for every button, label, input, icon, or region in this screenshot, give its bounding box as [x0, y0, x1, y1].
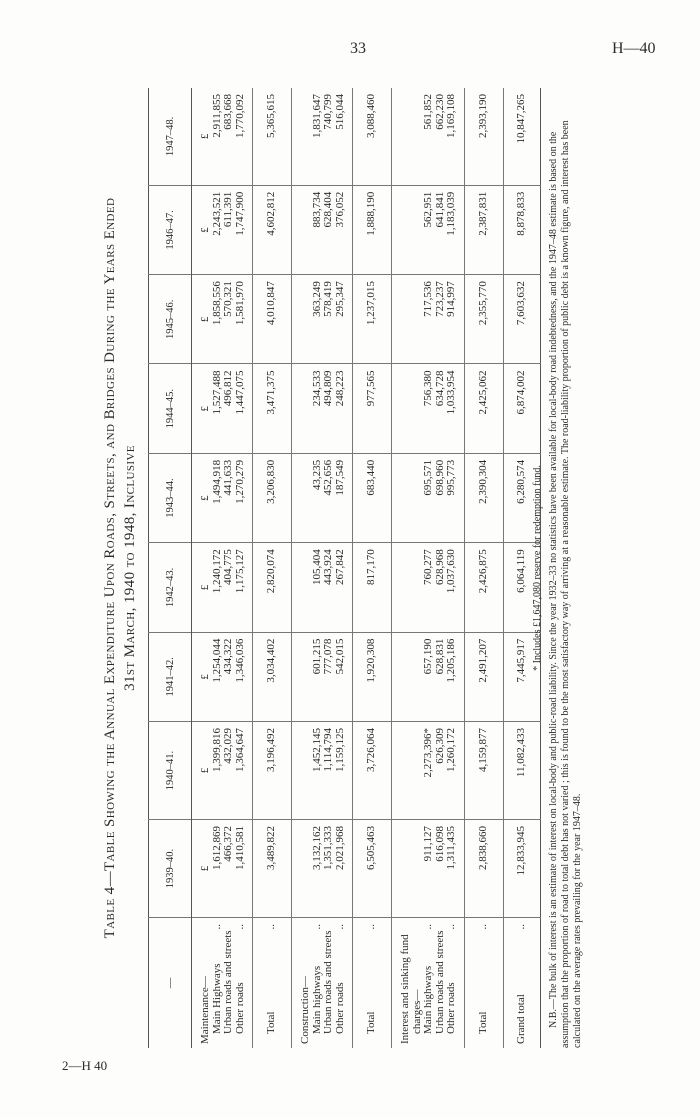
footnote: * Includes £1,647,080 reserve for redemption fund.: [532, 465, 543, 671]
total-cell: [464, 88, 503, 185]
currency-symbol: £: [199, 767, 211, 774]
col-header: 1947–48.: [149, 88, 192, 185]
cell-value: 452,656: [322, 459, 334, 496]
total-value: 3,034,402: [265, 638, 278, 683]
total-value: 4,602,812: [265, 191, 278, 236]
total-cell: [253, 275, 292, 364]
row-label: Other roads: [233, 982, 246, 1034]
grand-total-value: 12,833,945: [514, 826, 527, 876]
cell-value: 1,494,918: [210, 459, 223, 504]
interest-total-row: [464, 88, 503, 1048]
cell-value: 1,410,581: [233, 826, 246, 870]
value-cell: [392, 88, 465, 185]
title-line-1: Table 4—Table Showing the Annual Expenditure Upon Roads, Streets, and Bridges During the Years Ended: [102, 197, 118, 939]
section-heading: Interest and sinking fund: [399, 934, 411, 1044]
cell-value: 2,273,396*: [422, 728, 434, 778]
value-cell: [392, 632, 465, 721]
cell-value: 1,114,794: [322, 728, 334, 772]
total-cell: [353, 632, 392, 721]
value-cell: [192, 632, 253, 721]
grand-total-value: 7,603,632: [514, 281, 527, 326]
cell-value: 248,223: [333, 370, 346, 407]
table-title: [100, 88, 140, 1048]
total-value: 2,820,074: [265, 549, 278, 594]
cell-value: 611,391: [222, 191, 234, 228]
value-cell: [192, 820, 253, 918]
col-header: 1941–42.: [149, 632, 192, 721]
cell-value: 432,029: [222, 728, 234, 764]
value-cell: [292, 632, 353, 721]
title-line-2: 31st March, 1940 to 1948, Inclusive: [122, 445, 138, 691]
total-cell: [464, 632, 503, 721]
total-cell: [353, 820, 392, 918]
cell-value: 295,347: [333, 281, 346, 317]
total-cell: [253, 185, 292, 274]
cell-value: 561,852: [422, 94, 434, 130]
grand-total-value: 6,064,119: [514, 549, 527, 593]
total-value: 1,888,190: [365, 191, 378, 236]
currency-symbol: £: [199, 227, 211, 233]
cell-value: 43,235: [310, 459, 323, 491]
cell-value: 1,452,145: [310, 728, 323, 772]
cell-value: 662,230: [433, 94, 446, 130]
cell-value: 434,322: [222, 638, 234, 675]
cell-value: 760,277: [422, 549, 434, 585]
value-cell: [292, 543, 353, 632]
total-cell: [253, 722, 292, 820]
cell-value: 628,968: [433, 549, 446, 585]
cell-value: 516,044: [333, 94, 346, 130]
cell-value: 1,831,647: [310, 94, 323, 138]
total-cell: [253, 820, 292, 918]
cell-value: 3,132,162: [310, 826, 323, 870]
col-header: 1939–40.: [149, 820, 192, 918]
grand-total-value: 7,445,917: [514, 638, 527, 683]
section-heading: Construction—: [299, 976, 311, 1044]
value-cell: [292, 820, 353, 918]
maintenance-total-row: [253, 88, 292, 1048]
value-cell: [292, 275, 353, 364]
cell-value: 601,215: [310, 638, 323, 675]
cell-value: 628,404: [322, 191, 334, 228]
cell-value: 616,098: [433, 826, 446, 862]
total-value: 4,159,877: [476, 728, 489, 772]
total-cell: [464, 543, 503, 632]
row-label: Other roads: [333, 982, 346, 1034]
cell-value: 376,052: [333, 191, 346, 228]
total-cell: [353, 722, 392, 820]
total-cell: [464, 185, 503, 274]
cell-value: 494,809: [322, 370, 334, 407]
cell-value: 1,747,900: [233, 191, 246, 236]
cell-value: 1,175,127: [233, 549, 246, 594]
cell-value: 1,183,039: [445, 191, 457, 236]
cell-value: 187,549: [333, 459, 346, 496]
grand-total-value: 10,847,265: [514, 94, 527, 144]
value-cell: [192, 453, 253, 542]
value-cell: [292, 185, 353, 274]
cell-value: 1,169,108: [445, 94, 457, 138]
total-cell: [353, 88, 392, 185]
total-cell: [353, 275, 392, 364]
row-labels: [292, 918, 353, 1049]
col-header: 1943–44.: [149, 453, 192, 542]
cell-value: 443,924: [322, 549, 334, 585]
cell-value: 777,078: [322, 638, 334, 675]
total-value: 3,206,830: [265, 459, 278, 504]
maintenance-section: [192, 88, 253, 1048]
total-value: 6,505,463: [365, 826, 378, 870]
total-cell: [464, 364, 503, 453]
value-cell: [192, 722, 253, 820]
cell-value: 740,799: [322, 94, 334, 130]
header-label-col: —: [149, 918, 192, 1049]
value-cell: [392, 543, 465, 632]
total-dots: ..: [476, 924, 489, 930]
total-value: 2,393,190: [476, 94, 489, 138]
grand-total-value: 6,874,002: [514, 370, 527, 415]
cell-value: 1,240,172: [210, 549, 223, 594]
cell-value: 634,728: [433, 370, 446, 407]
total-cell: [464, 820, 503, 918]
row-label: Urban roads and streets: [433, 930, 446, 1034]
header-row: [149, 88, 192, 1048]
value-cell: [292, 364, 353, 453]
document-code: H—40: [612, 40, 656, 57]
total-cell: [353, 185, 392, 274]
total-value: 2,390,304: [476, 459, 489, 504]
row-dots: ..: [233, 924, 246, 930]
total-label: Total: [365, 1011, 378, 1034]
cell-value: 441,633: [222, 459, 234, 496]
row-label: Main highways: [310, 965, 323, 1034]
total-cell: [253, 453, 292, 542]
col-header: 1945–46.: [149, 275, 192, 364]
cell-value: 1,858,556: [210, 281, 223, 326]
value-cell: [292, 722, 353, 820]
total-value: 3,471,375: [265, 370, 278, 415]
cell-value: 1,527,488: [210, 370, 223, 415]
total-value: 2,426,875: [476, 549, 489, 594]
col-header: 1942–43.: [149, 543, 192, 632]
row-dots: ..: [310, 924, 323, 930]
value-cell: [392, 453, 465, 542]
cell-value: 1,581,970: [233, 281, 246, 326]
cell-value: 1,311,435: [445, 826, 457, 870]
cell-value: 1,033,954: [445, 370, 457, 415]
total-label: Total: [265, 1011, 278, 1034]
cell-value: 1,351,333: [322, 826, 334, 870]
section-heading-cont: charges—: [410, 989, 423, 1034]
total-cell: [464, 453, 503, 542]
total-value: 4,010,847: [265, 281, 278, 326]
row-label: Main highways: [422, 965, 434, 1034]
cell-value: 698,960: [433, 459, 446, 496]
total-cell: [253, 364, 292, 453]
cell-value: 1,612,869: [210, 826, 223, 870]
value-cell: [392, 185, 465, 274]
grand-total-value: 11,082,433: [514, 728, 527, 778]
cell-value: 578,419: [322, 281, 334, 317]
cell-value: 234,533: [310, 370, 323, 407]
row-label: Main Highways: [210, 963, 223, 1034]
nb-note: N.B.—The bulk of interest is an estimate of interest on local-body and public-road liability. Since the year 1932–33 no statistics have been available for local-body road indebtedness, and the 1947–48 estimate is based on the assumption that the proportion of road to total debt has not varied ; this is found to be the most satisfactory way of arriving at a reasonable estimate. The road-liability proportion of public debt is a known figure, and interest has been calculated on the average rates prevailing for the year 1947–48.: [548, 120, 583, 1048]
value-cell: [192, 275, 253, 364]
construction-section: [292, 88, 353, 1048]
total-value: 2,387,831: [476, 191, 489, 236]
col-header: 1946–47.: [149, 185, 192, 274]
total-value: 817,170: [365, 549, 378, 585]
currency-symbol: £: [199, 495, 211, 501]
value-cell: [192, 88, 253, 185]
cell-value: 562,951: [422, 191, 434, 228]
total-value: 3,088,460: [365, 94, 378, 138]
total-label: Total: [476, 1011, 489, 1034]
cell-value: 404,775: [222, 549, 234, 585]
grand-total-value: 6,280,574: [514, 459, 527, 504]
cell-value: 883,734: [310, 191, 323, 228]
cell-value: 717,536: [422, 281, 434, 317]
cell-value: 756,380: [422, 370, 434, 407]
row-dots: ..: [422, 924, 434, 930]
total-value: 2,491,207: [476, 638, 489, 683]
cell-value: 2,243,521: [210, 191, 223, 236]
cell-value: 1,270,279: [233, 459, 246, 504]
total-cell: [353, 453, 392, 542]
cell-value: 542,015: [333, 638, 346, 675]
grand-total-value: 8,878,833: [514, 191, 527, 236]
cell-value: 911,127: [422, 826, 434, 862]
total-cell: [253, 632, 292, 721]
currency-symbol: £: [199, 133, 211, 140]
value-cell: [392, 820, 465, 918]
total-cell: [353, 543, 392, 632]
rotated-table-area: [100, 88, 600, 1048]
cell-value: 1,159,125: [333, 728, 346, 772]
total-cell: [464, 275, 503, 364]
cell-value: 267,842: [333, 549, 346, 585]
total-cell: [253, 88, 292, 185]
cell-value: 914,997: [445, 281, 457, 317]
row-dots: ..: [210, 924, 223, 930]
grand-total-dots: ..: [514, 924, 527, 930]
currency-symbol: £: [199, 584, 211, 591]
section-heading: Maintenance—: [199, 976, 211, 1044]
total-label-cell: [464, 918, 503, 1049]
cell-value: 657,190: [422, 638, 434, 675]
row-label: Other roads: [445, 982, 457, 1034]
total-cell: [353, 364, 392, 453]
cell-value: 1,205,186: [445, 638, 457, 683]
cell-value: 1,260,172: [445, 728, 457, 772]
value-cell: [292, 88, 353, 185]
footer-code: 2—H 40: [62, 1058, 108, 1073]
total-value: 977,565: [365, 370, 378, 407]
total-value: 1,237,015: [365, 281, 378, 326]
total-value: 3,726,064: [365, 728, 378, 772]
cell-value: 466,372: [222, 826, 234, 862]
total-cell: [253, 543, 292, 632]
row-dots: ..: [333, 924, 346, 930]
currency-symbol: £: [199, 865, 211, 872]
col-header: 1944–45.: [149, 364, 192, 453]
expenditure-table: [148, 88, 541, 1048]
total-cell: [464, 722, 503, 820]
interest-section: [392, 88, 465, 1048]
value-cell: [392, 364, 465, 453]
cell-value: 363,249: [310, 281, 323, 317]
value-cell: [192, 185, 253, 274]
cell-value: 626,309: [433, 728, 446, 764]
cell-value: 1,399,816: [210, 728, 223, 772]
row-labels: [392, 918, 465, 1049]
total-value: 3,196,492: [265, 728, 278, 772]
table-body: [192, 88, 541, 1048]
total-value: 3,489,822: [265, 826, 278, 870]
cell-value: 1,364,647: [233, 728, 246, 772]
value-cell: [192, 543, 253, 632]
total-value: 2,838,660: [476, 826, 489, 870]
cell-value: 641,841: [433, 191, 446, 228]
total-label-cell: [253, 918, 292, 1049]
cell-value: 1,447,075: [233, 370, 246, 415]
cell-value: 2,911,855: [210, 94, 223, 138]
cell-value: 723,237: [433, 281, 446, 317]
currency-symbol: £: [199, 674, 211, 680]
page-number: 33: [350, 40, 366, 57]
currency-symbol: £: [199, 316, 211, 323]
row-dots: ..: [445, 924, 457, 930]
total-value: 1,920,308: [365, 638, 378, 683]
row-label: Urban roads and streets: [222, 930, 234, 1034]
value-cell: [392, 275, 465, 364]
total-value: 5,365,615: [265, 94, 278, 138]
total-value: 2,425,062: [476, 370, 489, 415]
total-value: 2,355,770: [476, 281, 489, 326]
cell-value: 1,346,036: [233, 638, 246, 683]
cell-value: 695,571: [422, 459, 434, 496]
cell-value: 570,321: [222, 281, 234, 317]
cell-value: 1,770,092: [233, 94, 246, 138]
cell-value: 683,668: [222, 94, 234, 130]
value-cell: [392, 722, 465, 820]
row-labels: [192, 918, 253, 1049]
cell-value: 1,254,044: [210, 638, 223, 683]
row-label: Urban roads and streets: [322, 930, 334, 1034]
value-cell: [292, 453, 353, 542]
cell-value: 995,773: [445, 459, 457, 496]
cell-value: 105,404: [310, 549, 323, 585]
value-cell: [192, 364, 253, 453]
total-dots: ..: [265, 924, 278, 930]
construction-total-row: [353, 88, 392, 1048]
total-label-cell: [353, 918, 392, 1049]
cell-value: 496,812: [222, 370, 234, 407]
total-value: 683,440: [365, 459, 378, 496]
grand-total-label: Grand total: [514, 994, 527, 1044]
cell-value: 1,037,630: [445, 549, 457, 594]
cell-value: 2,021,968: [333, 826, 346, 870]
total-dots: ..: [365, 924, 378, 930]
cell-value: 628,831: [433, 638, 446, 675]
col-header: 1940–41.: [149, 722, 192, 820]
currency-symbol: £: [199, 405, 211, 412]
